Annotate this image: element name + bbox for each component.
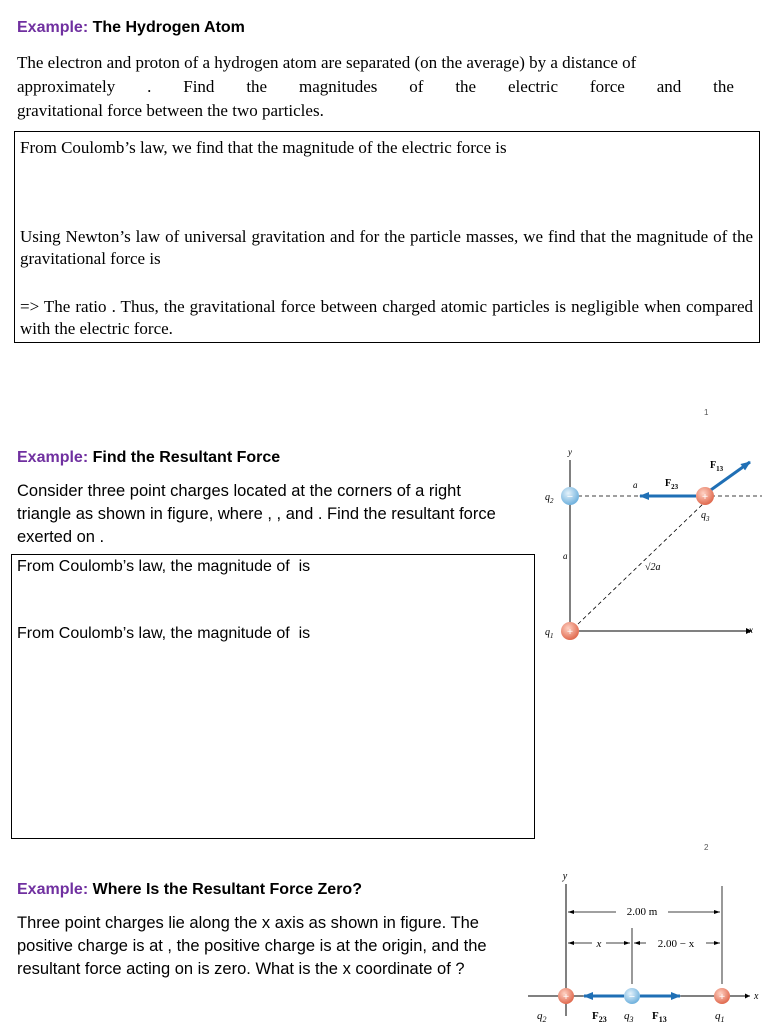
ex1-solution-gravity: Using Newton’s law of universal gravitation and for the particle masses, we find that the magnitude of the gravitational force is <box>20 227 753 268</box>
q1-label: $q_1$ <box>545 627 554 640</box>
hyp-label: √2a <box>645 562 661 573</box>
ex1-label: Example: <box>17 19 89 36</box>
page-number: 1 <box>704 408 709 417</box>
dim-total-label: 2.00 m <box>626 906 658 918</box>
svg-text:−: − <box>566 491 574 503</box>
ex2-label: Example: <box>17 449 89 466</box>
ex1-problem <box>17 51 734 123</box>
charge-q2 <box>558 988 574 1004</box>
svg-text:−: − <box>628 991 636 1003</box>
q3-label: $q_3$ <box>701 510 710 523</box>
charge-q3 <box>696 487 714 505</box>
svg-text:+: + <box>718 991 726 1003</box>
page-number: 2 <box>704 843 709 852</box>
dim-x-label: x <box>596 938 602 950</box>
q2-label: $q_2$ <box>537 1010 547 1024</box>
dim-rest-label: 2.00 − x <box>657 938 695 950</box>
side-left-label: a <box>563 551 568 561</box>
q1-label: $q_1$ <box>715 1010 725 1024</box>
ex2-solution-line2: From Coulomb’s law, the magnitude of is <box>17 625 311 642</box>
f23-label: $F_{23}$ <box>592 1010 607 1024</box>
word: force <box>589 77 625 96</box>
ex2-heading <box>17 449 280 467</box>
y-axis-label: y <box>562 871 568 882</box>
ex1-title: The Hydrogen Atom <box>92 19 245 36</box>
x-axis-label: x <box>749 625 753 635</box>
ex2-title: Find the Resultant Force <box>92 449 281 466</box>
word: of <box>409 77 424 96</box>
ex3-label: Example: <box>17 881 89 898</box>
word: the <box>455 77 477 96</box>
ex3-heading <box>17 881 362 899</box>
word: Find <box>183 77 215 96</box>
svg-text:+: + <box>562 991 570 1003</box>
f23-label: $F_{23}$ <box>665 478 679 491</box>
ex3-figure <box>528 866 768 1024</box>
word: . <box>147 77 152 96</box>
f13-label: $F_{13}$ <box>652 1010 667 1024</box>
charge-q3 <box>624 988 640 1004</box>
ex2-problem: Consider three point charges located at the corners of a right triangle as shown in figure, where , , and . Find the resultant force exerted on . <box>17 482 496 546</box>
ex3-title: Where Is the Resultant Force Zero? <box>92 881 362 898</box>
ex1-problem-line3: gravitational force between the two particles. <box>17 101 324 120</box>
charge-q2 <box>561 487 579 505</box>
ex2-solution-box <box>11 554 535 839</box>
ex1-solution-electric: From Coulomb’s law, we find that the magnitude of the electric force is <box>20 138 507 157</box>
q3-label: $q_3$ <box>624 1010 634 1024</box>
x-axis-label: x <box>754 991 759 1002</box>
ex1-solution-ratio: => The ratio . Thus, the gravitational force between charged atomic particles is negligible when compared with the electric force. <box>20 297 753 338</box>
ex3-problem: Three point charges lie along the x axis as shown in figure. The positive charge is at , the positive charge is at the origin, and the resultant force acting on is zero. What is the x coordinate of ? <box>17 914 487 978</box>
y-axis-label: y <box>568 447 572 457</box>
svg-text:+: + <box>566 626 574 638</box>
q2-label: $q_2$ <box>545 492 554 505</box>
f13-label: $F_{13}$ <box>710 460 724 473</box>
svg-text:+: + <box>701 491 709 503</box>
word: magnitudes <box>298 77 378 96</box>
charge-q1 <box>714 988 730 1004</box>
word: the <box>713 77 734 96</box>
charge-q1 <box>561 622 579 640</box>
dashed-hypotenuse <box>578 502 705 624</box>
word: the <box>246 77 268 96</box>
ex2-solution-line1: From Coulomb’s law, the magnitude of is <box>17 558 311 575</box>
ex1-heading <box>17 19 245 37</box>
ex1-problem-line2 <box>17 75 734 99</box>
word: approximately <box>17 77 116 96</box>
side-top-label: a <box>633 480 638 490</box>
ex1-problem-line1: The electron and proton of a hydrogen atom are separated (on the average) by a distance of <box>17 53 637 72</box>
word: and <box>656 77 682 96</box>
word: electric <box>508 77 559 96</box>
ex2-figure <box>530 440 768 650</box>
